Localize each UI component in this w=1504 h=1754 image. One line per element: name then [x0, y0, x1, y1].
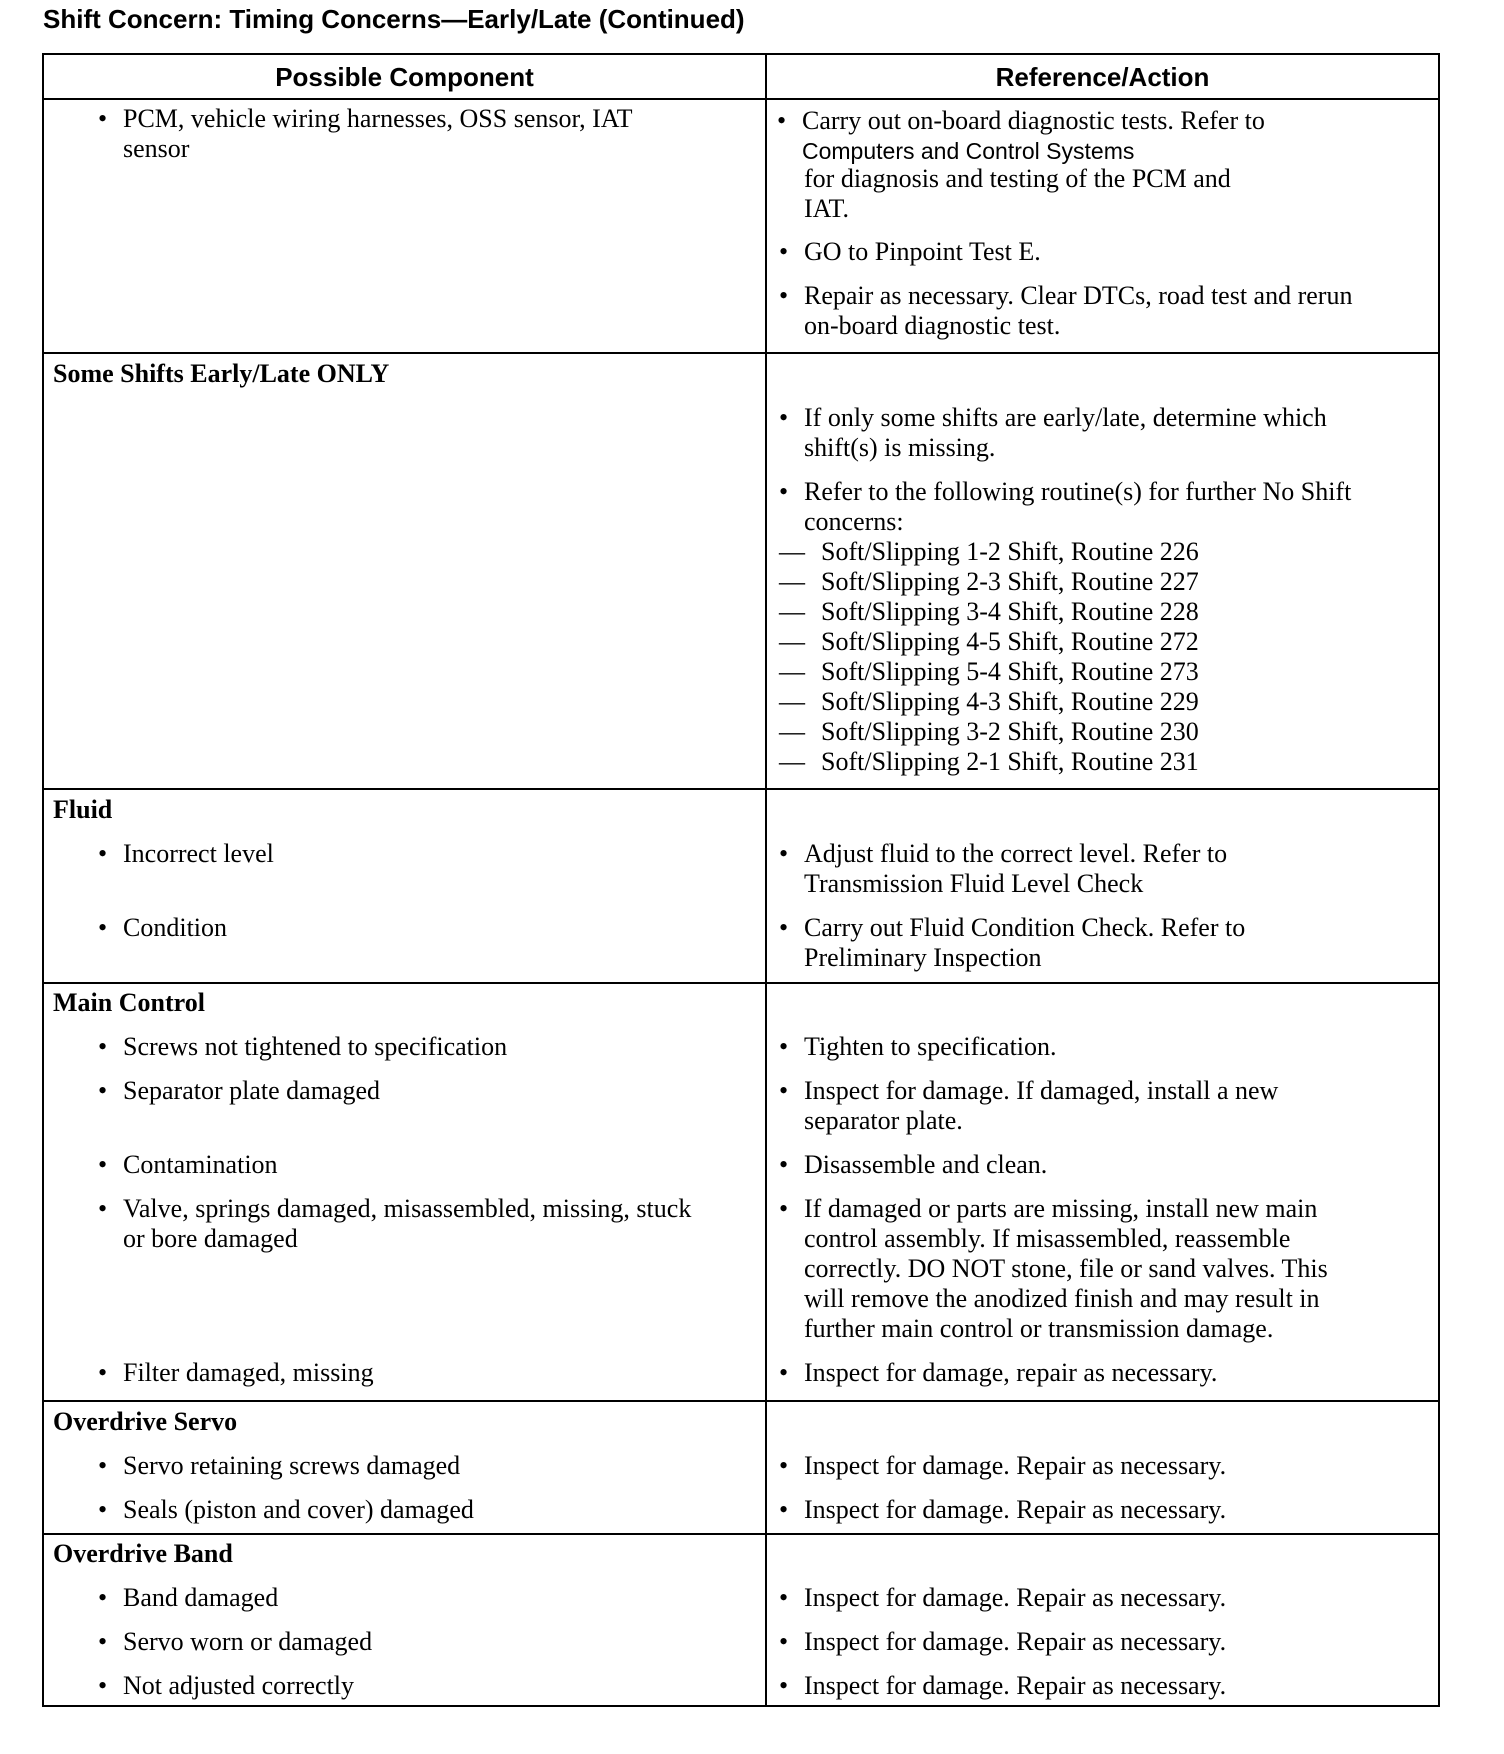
row-divider [44, 788, 1438, 790]
main-control-action4-line1: • If damaged or parts are missing, install new main [804, 1194, 1317, 1224]
routine-item: — Soft/Slipping 4-5 Shift, Routine 272 [779, 627, 1199, 656]
overdrive-servo-component2: • Seals (piston and cover) damaged [123, 1495, 474, 1525]
main-control-component2: • Separator plate damaged [123, 1076, 380, 1106]
overdrive-band-action1: • Inspect for damage. Repair as necessary. [804, 1583, 1226, 1613]
header-possible-component: Possible Component [275, 62, 534, 92]
routine-item: — Soft/Slipping 1-2 Shift, Routine 226 [779, 537, 1199, 566]
routine-item: — Soft/Slipping 3-2 Shift, Routine 230 [779, 717, 1199, 746]
main-control-action4-line2: control assembly. If misassembled, reassemble [804, 1224, 1291, 1253]
pcm-action1-line3: for diagnosis and testing of the PCM and [804, 164, 1231, 193]
fluid-action2-line2: Preliminary Inspection [804, 943, 1042, 972]
main-control-action2-line2: separator plate. [804, 1106, 963, 1135]
routine-item: — Soft/Slipping 3-4 Shift, Routine 228 [779, 597, 1199, 626]
overdrive-band-component1: • Band damaged [123, 1583, 278, 1613]
pcm-action1-line1: • Carry out on-board diagnostic tests. Refer to [802, 106, 1265, 136]
overdrive-band-heading: Overdrive Band [53, 1539, 233, 1568]
row-divider [44, 1533, 1438, 1535]
page-title: Shift Concern: Timing Concerns—Early/Late (Continued) [43, 4, 745, 34]
routine-item: — Soft/Slipping 2-1 Shift, Routine 231 [779, 747, 1199, 776]
fluid-action1-line1: • Adjust fluid to the correct level. Refer to [804, 839, 1227, 869]
main-control-action4-line4: will remove the anodized finish and may result in [804, 1284, 1320, 1313]
fluid-heading: Fluid [53, 795, 113, 824]
pcm-component-line1: • PCM, vehicle wiring harnesses, OSS sensor, IAT [123, 104, 633, 134]
pcm-action1-line4: IAT. [804, 194, 850, 223]
diagnosis-table [42, 53, 1440, 1707]
column-divider [765, 55, 767, 1705]
overdrive-servo-component1: • Servo retaining screws damaged [123, 1451, 460, 1481]
main-control-action5: • Inspect for damage, repair as necessary. [804, 1358, 1217, 1388]
pcm-action3-line1: • Repair as necessary. Clear DTCs, road test and rerun [804, 281, 1352, 311]
main-control-heading: Main Control [53, 988, 205, 1017]
some-shifts-action2-line2: concerns: [804, 507, 904, 536]
main-control-component5: • Filter damaged, missing [123, 1358, 374, 1388]
overdrive-band-action2: • Inspect for damage. Repair as necessary. [804, 1627, 1226, 1657]
row-divider [44, 352, 1438, 354]
overdrive-band-component3: • Not adjusted correctly [123, 1671, 354, 1701]
main-control-component4-line2: or bore damaged [123, 1224, 298, 1253]
main-control-component3: • Contamination [123, 1150, 278, 1180]
pcm-action2: • GO to Pinpoint Test E. [804, 237, 1041, 267]
routine-item: — Soft/Slipping 4-3 Shift, Routine 229 [779, 687, 1199, 716]
overdrive-servo-action2: • Inspect for damage. Repair as necessary. [804, 1495, 1226, 1525]
pcm-action3-line2: on-board diagnostic test. [804, 311, 1061, 340]
row-divider [44, 1400, 1438, 1402]
fluid-component2: • Condition [123, 913, 227, 943]
overdrive-servo-heading: Overdrive Servo [53, 1407, 238, 1436]
some-shifts-heading: Some Shifts Early/Late ONLY [53, 359, 390, 388]
overdrive-band-action3: • Inspect for damage. Repair as necessary. [804, 1671, 1226, 1701]
pcm-action1-link[interactable]: Computers and Control Systems [802, 138, 1135, 164]
row-divider [44, 982, 1438, 984]
routine-item: — Soft/Slipping 2-3 Shift, Routine 227 [779, 567, 1199, 596]
main-control-component1: • Screws not tightened to specification [123, 1032, 507, 1062]
pcm-component-line2: sensor [123, 134, 190, 163]
some-shifts-action2-line1: • Refer to the following routine(s) for further No Shift [804, 477, 1351, 507]
routine-item: — Soft/Slipping 5-4 Shift, Routine 273 [779, 657, 1199, 686]
main-control-action3: • Disassemble and clean. [804, 1150, 1047, 1180]
fluid-component1: • Incorrect level [123, 839, 274, 869]
main-control-action2-line1: • Inspect for damage. If damaged, install a new [804, 1076, 1278, 1106]
main-control-action4-line3: correctly. DO NOT stone, file or sand valves. This [804, 1254, 1328, 1283]
overdrive-servo-action1: • Inspect for damage. Repair as necessary. [804, 1451, 1226, 1481]
header-reference-action: Reference/Action [995, 62, 1210, 92]
some-shifts-action1-line1: • If only some shifts are early/late, determine which [804, 403, 1327, 433]
fluid-action2-line1: • Carry out Fluid Condition Check. Refer to [804, 913, 1245, 943]
main-control-action1: • Tighten to specification. [804, 1032, 1057, 1062]
some-shifts-action1-line2: shift(s) is missing. [804, 433, 996, 462]
fluid-action1-line2: Transmission Fluid Level Check [804, 869, 1144, 898]
main-control-action4-line5: further main control or transmission damage. [804, 1314, 1274, 1343]
overdrive-band-component2: • Servo worn or damaged [123, 1627, 372, 1657]
main-control-component4-line1: • Valve, springs damaged, misassembled, missing, stuck [123, 1194, 691, 1224]
